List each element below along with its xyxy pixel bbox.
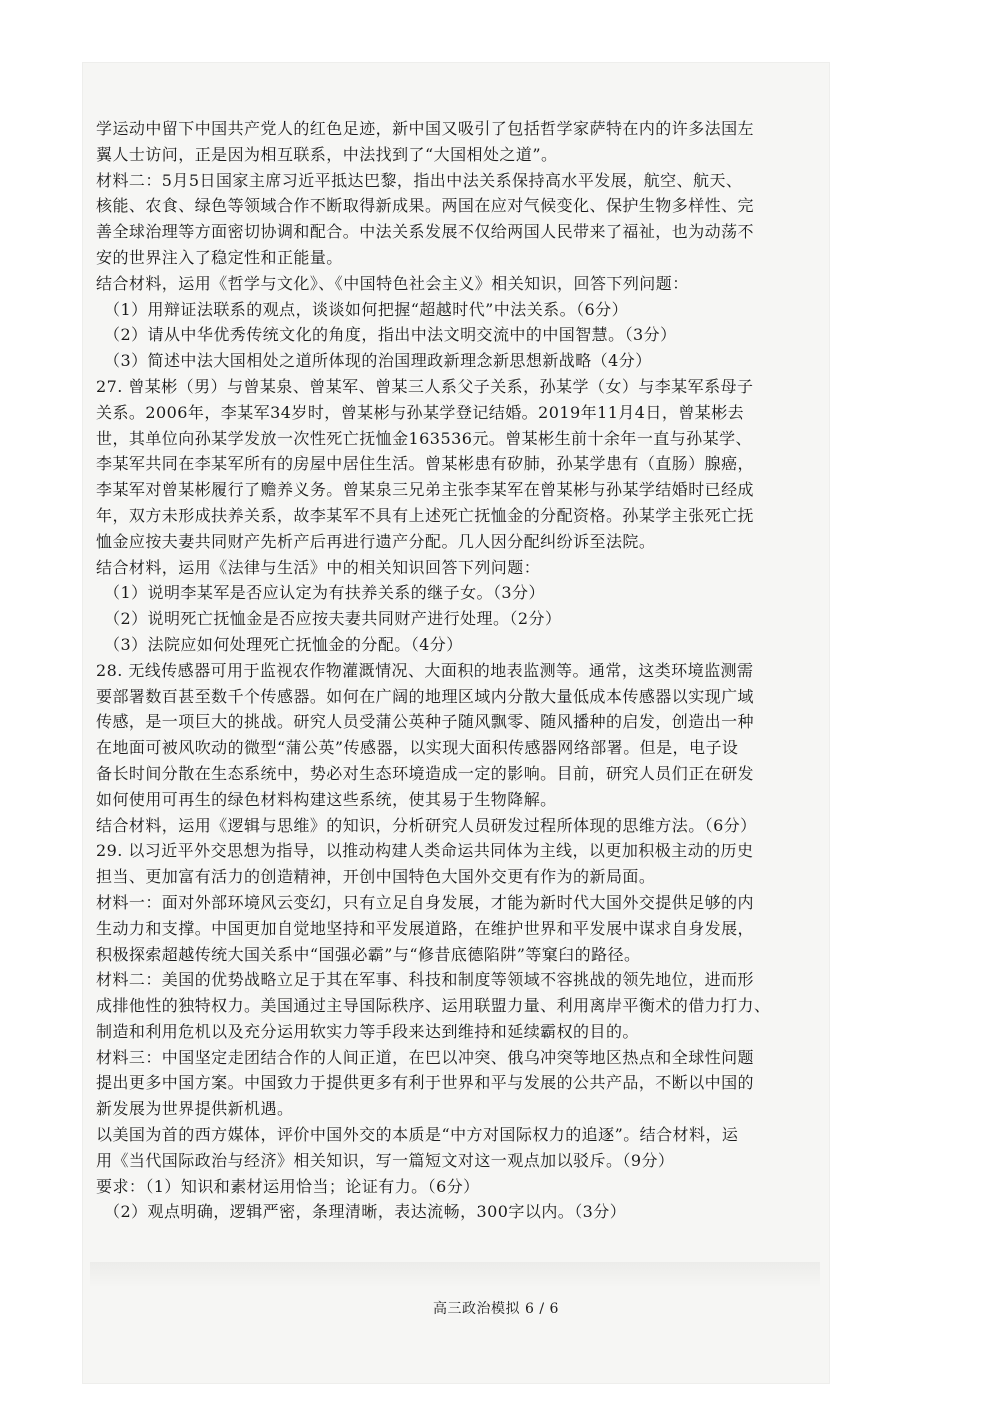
- document-body: [96, 116, 812, 1225]
- requirement-line: （2）观点明确，逻辑严密，条理清晰，表达流畅，300字以内。（3分）: [104, 1202, 627, 1222]
- scan-shadow-strip: [90, 1262, 820, 1288]
- sub-question: （2）请从中华优秀传统文化的角度，指出中法文明交流中的中国智慧。（3分）: [104, 325, 677, 345]
- material-2-line: 材料二：美国的优势战略立足于其在军事、科技和制度等领域不容挑战的领先地位，进而形: [96, 970, 755, 990]
- text-line: 担当、更加富有活力的创造精神，开创中国特色大国外交更有作为的新局面。: [96, 867, 656, 887]
- text-line: 在地面可被风吹动的微型“蒲公英”传感器，以实现大面积传感器网络部署。但是，电子设: [96, 738, 739, 758]
- text-line: 用《当代国际政治与经济》相关知识，写一篇短文对这一观点加以驳斥。（9分）: [96, 1150, 675, 1170]
- text-line: 新发展为世界提供新机遇。: [96, 1099, 294, 1119]
- text-line: 关系。2006年，李某军34岁时，曾某彬与孙某学登记结婚。2019年11月4日，曾某彬去: [96, 402, 745, 422]
- question-prompt: 以美国为首的西方媒体，评价中国外交的本质是“中方对国际权力的追逐”。结合材料，运: [96, 1125, 739, 1145]
- text-line: 传感，是一项巨大的挑战。研究人员受蒲公英种子随风飘零、随风播种的启发，创造出一种: [96, 712, 755, 732]
- text-line: 如何使用可再生的绿色材料构建这些系统，使其易于生物降解。: [96, 789, 557, 809]
- text-line: 学运动中留下中国共产党人的红色足迹，新中国又吸引了包括哲学家萨特在内的许多法国左: [96, 119, 755, 138]
- sub-question: （2）说明死亡抚恤金是否应按夫妻共同财产进行处理。（2分）: [104, 609, 562, 629]
- sub-question: （1）说明李某军是否应认定为有扶养关系的继子女。（3分）: [104, 583, 545, 603]
- text-line: 制造和利用危机以及充分运用软实力等手段来达到维持和延续霸权的目的。: [96, 1021, 639, 1041]
- text-line: 安的世界注入了稳定性和正能量。: [96, 247, 343, 267]
- text-line: 积极探索超越传统大国关系中“国强必霸”与“修昔底德陷阱”等窠臼的路径。: [96, 944, 641, 964]
- material-3-line: 材料三：中国坚定走团结合作的人间正道，在巴以冲突、俄乌冲突等地区热点和全球性问题: [96, 1047, 755, 1067]
- sub-question: （3）简述中法大国相处之道所体现的治国理政新理念新思想新战略（4分）: [104, 351, 652, 371]
- text-line: 李某军对曾某彬履行了赡养义务。曾某泉三兄弟主张李某军在曾某彬与孙某学结婚时已经成: [96, 480, 755, 500]
- page-footer: 高三政治模拟 6 / 6: [433, 1301, 559, 1317]
- material-2-line: 材料二：5月5日国家主席习近平抵达巴黎，指出中法关系保持高水平发展，航空、航天、: [96, 170, 743, 190]
- question-29-line: 29. 以习近平外交思想为指导，以推动构建人类命运共同体为主线，以更加积极主动的历史: [96, 841, 754, 861]
- material-1-line: 材料一：面对外部环境风云变幻，只有立足自身发展，才能为新时代大国外交提供足够的内: [96, 892, 755, 912]
- text-line: 年，双方未形成扶养关系，故李某军不具有上述死亡抚恤金的分配资格。孙某学主张死亡抚: [96, 505, 755, 525]
- text-line: 生动力和支撑。中国更加自觉地坚持和平发展道路，在维护世界和平发展中谋求自身发展，: [96, 918, 755, 938]
- text-line: 恤金应按夫妻共同财产先析产后再进行遗产分配。几人因分配纠纷诉至法院。: [96, 531, 656, 551]
- text-line: 核能、农食、绿色等领域合作不断取得新成果。两国在应对气候变化、保护生物多样性、完: [96, 196, 755, 216]
- question-prompt: 结合材料，运用《哲学与文化》、《中国特色社会主义》相关知识，回答下列问题：: [96, 273, 689, 293]
- text-line: 备长时间分散在生态系统中，势必对生态环境造成一定的影响。目前，研究人员们正在研发: [96, 763, 755, 783]
- text-line: 李某军共同在李某军所有的房屋中居住生活。曾某彬患有矽肺，孙某学患有（直肠）腺癌，: [96, 454, 755, 474]
- text-line: 成排他性的独特权力。美国通过主导国际秩序、运用联盟力量、利用离岸平衡术的借力打力、: [96, 996, 771, 1016]
- text-line: 善全球治理等方面密切协调和配合。中法关系发展不仅给两国人民带来了福祉，也为动荡不: [96, 222, 755, 242]
- requirement-line: 要求：（1）知识和素材运用恰当；论证有力。（6分）: [96, 1176, 480, 1196]
- question-prompt: 结合材料，运用《逻辑与思维》的知识，分析研究人员研发过程所体现的思维方法。（6分）: [96, 815, 757, 835]
- text-line: 要部署数百甚至数千个传感器。如何在广阔的地理区域内分散大量低成本传感器以实现广域: [96, 686, 755, 706]
- question-27-line: 27. 曾某彬（男）与曾某泉、曾某军、曾某三人系父子关系，孙某学（女）与李某军系母子: [96, 376, 754, 396]
- question-28-line: 28. 无线传感器可用于监视农作物灌溉情况、大面积的地表监测等。通常，这类环境监测需: [96, 660, 754, 680]
- sub-question: （3）法院应如何处理死亡抚恤金的分配。（4分）: [104, 634, 463, 654]
- question-prompt: 结合材料，运用《法律与生活》中的相关知识回答下列问题：: [96, 557, 541, 577]
- sub-question: （1）用辩证法联系的观点，谈谈如何把握“超越时代”中法关系。（6分）: [104, 299, 629, 319]
- text-line: 翼人士访问，正是因为相互联系，中法找到了“大国相处之道”。: [96, 144, 558, 164]
- text-line: 世，其单位向孙某学发放一次性死亡抚恤金163536元。曾某彬生前十余年一直与孙某学、: [96, 428, 752, 448]
- text-line: 提出更多中国方案。中国致力于提供更多有利于世界和平与发展的公共产品，不断以中国的: [96, 1073, 755, 1093]
